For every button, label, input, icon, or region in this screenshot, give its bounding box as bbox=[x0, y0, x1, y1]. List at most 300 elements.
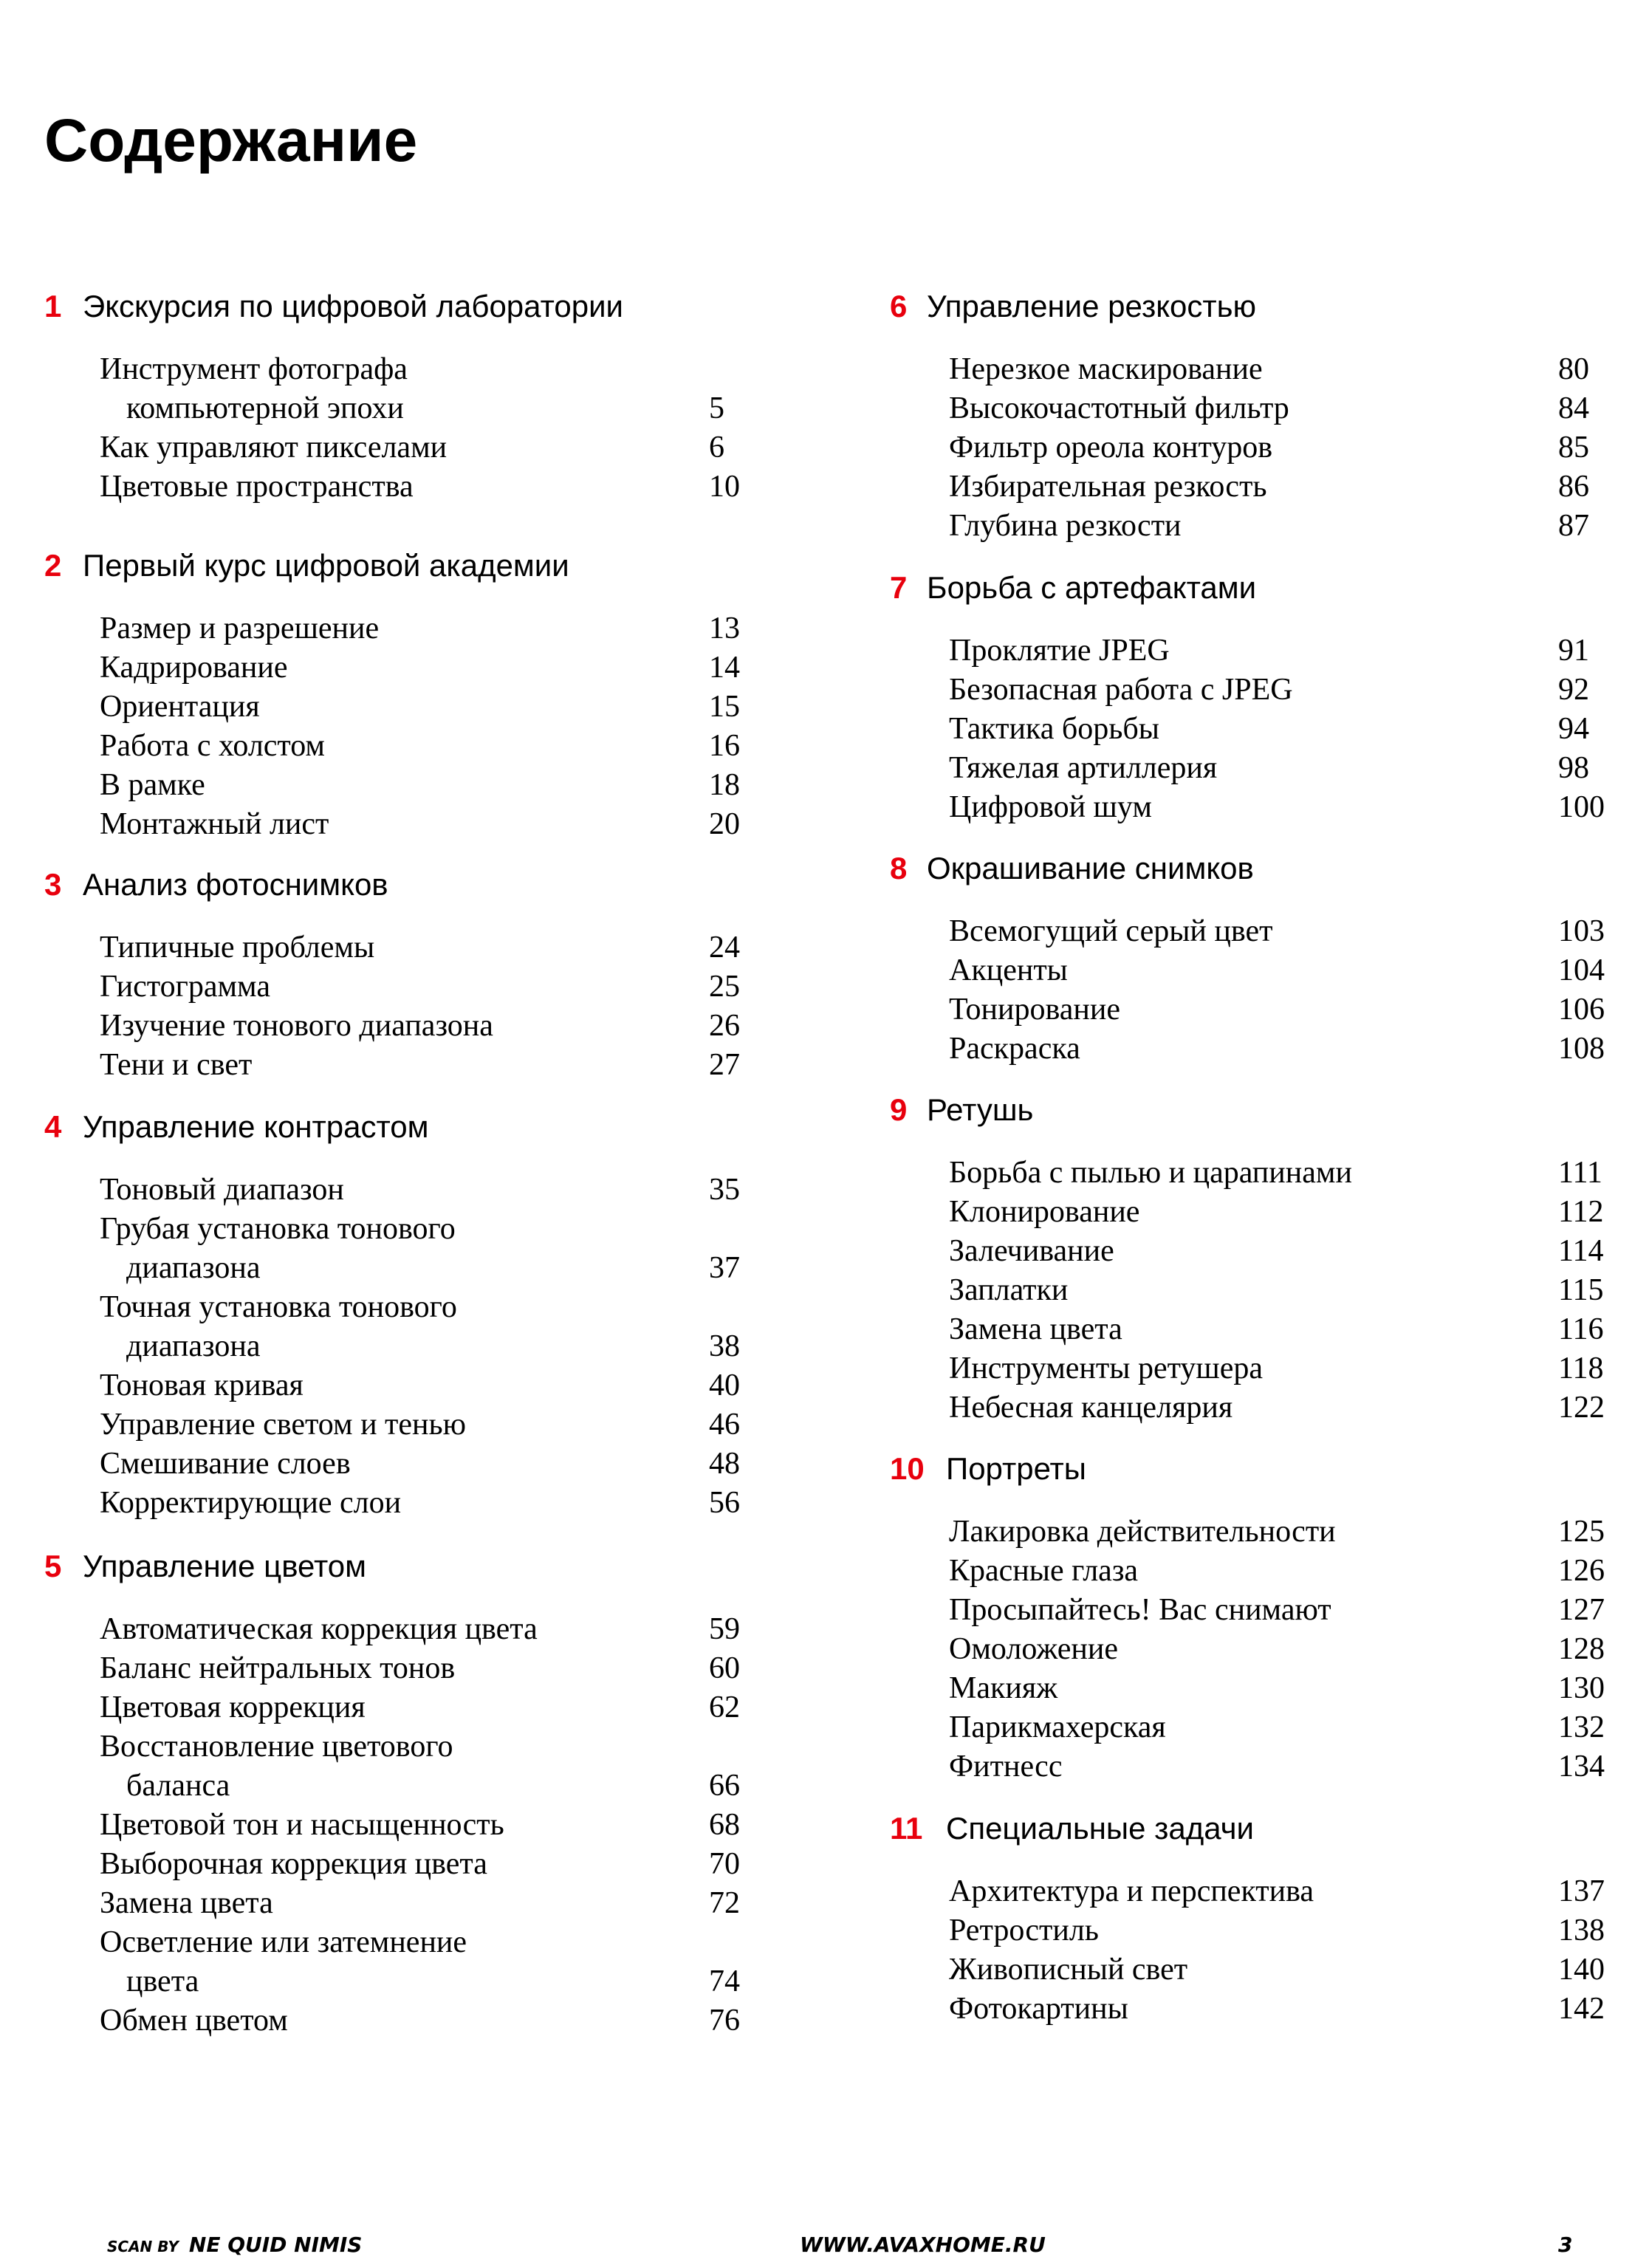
toc-entry[interactable] bbox=[100, 1484, 753, 1523]
toc-entry[interactable] bbox=[949, 671, 1599, 710]
entry-title bbox=[949, 1911, 1558, 1950]
entry-page-number: 137 bbox=[1558, 1874, 1605, 1908]
entry-title-line: Тоновый диапазон bbox=[100, 1173, 344, 1207]
entry-title bbox=[100, 609, 709, 648]
entry-title bbox=[100, 428, 709, 467]
entry-page-number: 126 bbox=[1558, 1554, 1605, 1588]
entry-title bbox=[100, 1484, 709, 1523]
entry-title-line: Монтажный лист bbox=[100, 807, 329, 841]
toc-entry[interactable] bbox=[949, 1349, 1604, 1388]
toc-entry[interactable] bbox=[100, 1845, 753, 1884]
entry-page-number: 25 bbox=[709, 970, 740, 1004]
chapter-entries bbox=[44, 928, 753, 1085]
entry-title bbox=[949, 1310, 1558, 1349]
entry-title bbox=[100, 1445, 709, 1484]
entry-title-line: Баланс нейтральных тонов bbox=[100, 1651, 456, 1685]
entry-title-line: Омоложение bbox=[949, 1632, 1118, 1666]
chapter-number: 10 bbox=[890, 1451, 925, 1486]
chapter-title: Первый курс цифровой академии bbox=[83, 548, 569, 583]
toc-entry[interactable] bbox=[100, 2001, 753, 2041]
entry-title bbox=[100, 805, 709, 844]
entry-title-line: Проклятие JPEG bbox=[949, 634, 1170, 668]
entry-page-number: 85 bbox=[1558, 431, 1589, 465]
toc-entry[interactable] bbox=[949, 1232, 1604, 1271]
toc-entry[interactable] bbox=[100, 967, 753, 1007]
chapter-entries bbox=[44, 350, 753, 507]
entry-title-line: Высокочастотный фильтр bbox=[949, 391, 1289, 425]
entry-title bbox=[949, 631, 1558, 671]
entry-page-number: 87 bbox=[1558, 509, 1589, 543]
toc-entry[interactable] bbox=[949, 1029, 1605, 1069]
chapter-title: Управление цветом bbox=[83, 1549, 367, 1583]
entry-title-line: Архитектура и перспектива bbox=[949, 1874, 1314, 1908]
toc-entry[interactable] bbox=[100, 1288, 753, 1366]
entry-title bbox=[949, 428, 1558, 467]
toc-entry[interactable] bbox=[100, 467, 753, 507]
chapter-entries bbox=[890, 631, 1605, 827]
chapter-heading[interactable] bbox=[44, 869, 753, 902]
toc-entry[interactable] bbox=[100, 1171, 753, 1210]
entry-title-line: Смешивание слоев bbox=[100, 1447, 351, 1481]
entry-title bbox=[100, 350, 709, 428]
chapter-title: Портреты bbox=[946, 1451, 1086, 1486]
toc-entry[interactable] bbox=[949, 350, 1599, 389]
toc-chapter-7 bbox=[890, 570, 1605, 827]
chapter-heading[interactable] bbox=[890, 291, 1599, 323]
entry-title-line: Безопасная работа с JPEG bbox=[949, 673, 1293, 707]
toc-entry[interactable] bbox=[949, 951, 1605, 990]
entry-page-number: 125 bbox=[1558, 1515, 1605, 1549]
toc-entry[interactable] bbox=[949, 1669, 1605, 1708]
entry-page-number: 116 bbox=[1558, 1312, 1604, 1346]
entry-title-line: Красные глаза bbox=[949, 1554, 1139, 1588]
chapter-heading[interactable] bbox=[44, 1551, 753, 1583]
toc-entry[interactable] bbox=[949, 1154, 1602, 1193]
toc-entry[interactable] bbox=[949, 467, 1599, 507]
toc-entry[interactable] bbox=[100, 1210, 753, 1288]
toc-entry[interactable] bbox=[100, 350, 753, 428]
entry-title-line: Лакировка действительности bbox=[949, 1515, 1336, 1549]
entry-title-line: Замена цвета bbox=[100, 1886, 273, 1920]
page-title: Содержание bbox=[44, 107, 418, 174]
entry-title-line: Раскраска bbox=[949, 1032, 1080, 1066]
toc-entry[interactable] bbox=[100, 688, 753, 727]
entry-page-number: 108 bbox=[1558, 1032, 1605, 1066]
footer-scan-credit bbox=[107, 2235, 362, 2255]
entry-title-line: Клонирование bbox=[949, 1195, 1140, 1229]
entry-title-line: Тяжелая артиллерия bbox=[949, 751, 1218, 785]
entry-title-line: Инструмент фотографа bbox=[100, 352, 408, 386]
toc-entry[interactable] bbox=[949, 1193, 1604, 1232]
entry-title bbox=[949, 389, 1558, 428]
toc-chapter-2 bbox=[44, 550, 753, 844]
entry-title bbox=[100, 1366, 709, 1405]
entry-page-number: 14 bbox=[709, 651, 740, 685]
entry-page-number: 111 bbox=[1558, 1156, 1602, 1190]
entry-title-line: Борьба с пылью и царапинами bbox=[949, 1156, 1352, 1190]
toc-left-column bbox=[44, 0, 753, 2268]
entry-page-number: 37 bbox=[709, 1251, 740, 1285]
entry-title bbox=[100, 1923, 709, 2001]
entry-title-line: Заплатки bbox=[949, 1273, 1069, 1307]
toc-entry[interactable] bbox=[949, 507, 1599, 546]
chapter-number: 3 bbox=[44, 867, 62, 902]
toc-chapter-5 bbox=[44, 1551, 753, 2041]
chapter-number: 4 bbox=[44, 1109, 62, 1144]
entry-title bbox=[949, 1552, 1558, 1591]
entry-title bbox=[949, 350, 1558, 389]
entry-page-number: 48 bbox=[709, 1447, 740, 1481]
entry-title-line: Парикмахерская bbox=[949, 1710, 1166, 1744]
entry-page-number: 130 bbox=[1558, 1671, 1605, 1705]
entry-title bbox=[949, 951, 1558, 990]
chapter-entries bbox=[890, 912, 1605, 1069]
toc-entry[interactable] bbox=[949, 1310, 1604, 1349]
entry-page-number: 35 bbox=[709, 1173, 740, 1207]
entry-title-line: Макияж bbox=[949, 1671, 1058, 1705]
entry-title bbox=[100, 688, 709, 727]
entry-title-line: Небесная канцелярия bbox=[949, 1391, 1233, 1425]
entry-page-number: 106 bbox=[1558, 993, 1605, 1027]
entry-page-number: 98 bbox=[1558, 751, 1589, 785]
chapter-number: 2 bbox=[44, 548, 62, 583]
chapter-entries bbox=[890, 1154, 1605, 1428]
toc-entry[interactable] bbox=[100, 428, 753, 467]
entry-title-line: Живописный свет bbox=[949, 1953, 1188, 1987]
chapter-entries bbox=[44, 1171, 753, 1523]
entry-page-number: 76 bbox=[709, 2004, 740, 2038]
entry-title bbox=[100, 1649, 709, 1688]
chapter-title: Управление контрастом bbox=[83, 1109, 429, 1144]
toc-entry[interactable] bbox=[100, 766, 753, 805]
entry-title-line: Работа с холстом bbox=[100, 729, 325, 763]
entry-title-line: Как управляют пикселами bbox=[100, 431, 448, 465]
entry-title bbox=[949, 1029, 1558, 1069]
chapter-title: Анализ фотоснимков bbox=[83, 867, 388, 902]
entry-title-line: Гистограмма bbox=[100, 970, 270, 1004]
entry-title bbox=[949, 1669, 1558, 1708]
entry-title bbox=[949, 749, 1558, 788]
toc-entry[interactable] bbox=[100, 1610, 753, 1649]
entry-title bbox=[949, 671, 1558, 710]
entry-title-line: Тонирование bbox=[949, 993, 1120, 1027]
toc-entry[interactable] bbox=[949, 1708, 1605, 1747]
entry-title-line: Залечивание bbox=[949, 1234, 1114, 1268]
toc-entry[interactable] bbox=[949, 389, 1599, 428]
entry-page-number: 27 bbox=[709, 1048, 740, 1082]
entry-page-number: 132 bbox=[1558, 1710, 1605, 1744]
entry-title-continuation: диапазона bbox=[126, 1329, 261, 1363]
entry-title-line: Всемогущий серый цвет bbox=[949, 914, 1273, 948]
chapter-heading[interactable] bbox=[890, 1094, 1599, 1127]
chapter-title: Борьба с артефактами bbox=[927, 570, 1257, 605]
entry-page-number: 86 bbox=[1558, 470, 1589, 504]
entry-title-line: В рамке bbox=[100, 768, 205, 802]
entry-title bbox=[100, 967, 709, 1007]
toc-chapter-3 bbox=[44, 869, 753, 1085]
chapter-number: 7 bbox=[890, 570, 908, 605]
entry-title bbox=[100, 928, 709, 967]
chapter-number: 6 bbox=[890, 289, 908, 323]
toc-entry[interactable] bbox=[100, 1688, 753, 1727]
entry-page-number: 18 bbox=[709, 768, 740, 802]
entry-title bbox=[949, 1154, 1558, 1193]
entry-title-line: Тени и свет bbox=[100, 1048, 253, 1082]
entry-title-continuation: компьютерной эпохи bbox=[126, 391, 404, 425]
entry-title bbox=[949, 467, 1558, 507]
toc-entry[interactable] bbox=[100, 648, 753, 688]
entry-title bbox=[949, 1193, 1558, 1232]
entry-title bbox=[949, 1349, 1558, 1388]
toc-entry[interactable] bbox=[100, 1046, 753, 1085]
toc-entry[interactable] bbox=[100, 1007, 753, 1046]
entry-page-number: 68 bbox=[709, 1808, 740, 1842]
entry-title bbox=[100, 648, 709, 688]
entry-title bbox=[100, 766, 709, 805]
toc-entry[interactable] bbox=[100, 1884, 753, 1923]
entry-page-number: 40 bbox=[709, 1368, 740, 1402]
entry-page-number: 112 bbox=[1558, 1195, 1604, 1229]
toc-entry[interactable] bbox=[100, 1806, 753, 1845]
chapter-heading[interactable] bbox=[44, 550, 753, 583]
entry-page-number: 118 bbox=[1558, 1351, 1604, 1385]
entry-title-line: Замена цвета bbox=[949, 1312, 1122, 1346]
toc-entry[interactable] bbox=[100, 727, 753, 766]
chapter-heading[interactable] bbox=[890, 572, 1599, 605]
entry-page-number: 72 bbox=[709, 1886, 740, 1920]
toc-entry[interactable] bbox=[949, 428, 1599, 467]
toc-entry[interactable] bbox=[100, 1405, 753, 1445]
entry-title-line: Просыпайтесь! Вас снимают bbox=[949, 1593, 1331, 1627]
entry-title bbox=[949, 1591, 1558, 1630]
entry-title bbox=[100, 1405, 709, 1445]
entry-title-line: Тоновая кривая bbox=[100, 1368, 304, 1402]
chapter-title: Управление резкостью bbox=[927, 289, 1257, 323]
toc-chapter-6 bbox=[890, 291, 1599, 546]
toc-entry[interactable] bbox=[949, 1911, 1605, 1950]
chapter-number: 1 bbox=[44, 289, 62, 323]
entry-title-line: Корректирующие слои bbox=[100, 1486, 402, 1520]
entry-page-number: 134 bbox=[1558, 1750, 1605, 1784]
toc-chapter-9 bbox=[890, 1092, 1605, 1428]
entry-page-number: 13 bbox=[709, 611, 740, 645]
entry-title-line: Автоматическая коррекция цвета bbox=[100, 1612, 538, 1646]
entry-title-continuation: баланса bbox=[126, 1769, 230, 1803]
entry-title bbox=[100, 1610, 709, 1649]
entry-title-line: Обмен цветом bbox=[100, 2004, 288, 2038]
toc-entry[interactable] bbox=[100, 1366, 753, 1405]
entry-title bbox=[949, 1708, 1558, 1747]
entry-page-number: 84 bbox=[1558, 391, 1589, 425]
toc-entry[interactable] bbox=[949, 1950, 1605, 1990]
entry-title-line: Грубая установка тонового bbox=[100, 1212, 456, 1246]
toc-chapter-8 bbox=[890, 851, 1605, 1069]
entry-title-line: Управление светом и тенью bbox=[100, 1408, 467, 1442]
entry-title bbox=[100, 1688, 709, 1727]
toc-entry[interactable] bbox=[949, 1872, 1605, 1911]
entry-page-number: 127 bbox=[1558, 1593, 1605, 1627]
toc-entry[interactable] bbox=[949, 631, 1599, 671]
toc-entry[interactable] bbox=[100, 609, 753, 648]
entry-page-number: 66 bbox=[709, 1769, 740, 1803]
entry-page-number: 5 bbox=[709, 391, 724, 425]
entry-page-number: 115 bbox=[1558, 1273, 1604, 1307]
entry-title-line: Размер и разрешение bbox=[100, 611, 380, 645]
toc-entry[interactable] bbox=[949, 1630, 1605, 1669]
entry-page-number: 128 bbox=[1558, 1632, 1605, 1666]
toc-entry[interactable] bbox=[949, 912, 1605, 951]
chapter-number: 8 bbox=[890, 851, 908, 885]
entry-page-number: 38 bbox=[709, 1329, 740, 1363]
entry-title bbox=[100, 1884, 709, 1923]
entry-page-number: 60 bbox=[709, 1651, 740, 1685]
entry-title-line: Избирательная резкость bbox=[949, 470, 1267, 504]
entry-page-number: 122 bbox=[1558, 1391, 1605, 1425]
toc-entry[interactable] bbox=[949, 749, 1599, 788]
entry-title-line: Инструменты ретушера bbox=[949, 1351, 1264, 1385]
entry-title bbox=[100, 1288, 709, 1366]
entry-page-number: 140 bbox=[1558, 1953, 1605, 1987]
entry-title bbox=[100, 1806, 709, 1845]
entry-title bbox=[949, 1950, 1558, 1990]
entry-page-number: 56 bbox=[709, 1486, 740, 1520]
chapter-number: 11 bbox=[890, 1811, 923, 1846]
footer-site-link[interactable]: WWW.AVAXHOME.RU bbox=[800, 2233, 1046, 2257]
toc-entry[interactable] bbox=[949, 1591, 1605, 1630]
entry-title bbox=[949, 1747, 1558, 1786]
entry-title-line: Точная установка тонового bbox=[100, 1290, 457, 1324]
entry-page-number: 92 bbox=[1558, 673, 1589, 707]
entry-title-line: Цветовые пространства bbox=[100, 470, 414, 504]
entry-page-number: 80 bbox=[1558, 352, 1589, 386]
entry-page-number: 10 bbox=[709, 470, 740, 504]
entry-title-line: Осветление или затемнение bbox=[100, 1925, 467, 1959]
entry-title bbox=[100, 1046, 709, 1085]
toc-chapter-10 bbox=[890, 1451, 1605, 1786]
entry-title bbox=[949, 710, 1558, 749]
toc-chapter-11 bbox=[890, 1811, 1605, 2029]
toc-entry[interactable] bbox=[949, 990, 1605, 1029]
entry-title-line: Ретростиль bbox=[949, 1914, 1099, 1947]
entry-title-line: Цветовой тон и насыщенность bbox=[100, 1808, 504, 1842]
entry-title bbox=[949, 507, 1558, 546]
entry-page-number: 74 bbox=[709, 1964, 740, 1998]
entry-title bbox=[949, 1512, 1558, 1552]
entry-page-number: 46 bbox=[709, 1408, 740, 1442]
chapter-title: Окрашивание снимков bbox=[927, 851, 1254, 885]
toc-entry[interactable] bbox=[100, 805, 753, 844]
entry-title-line: Тактика борьбы bbox=[949, 712, 1159, 746]
entry-title-line: Ориентация bbox=[100, 690, 260, 724]
toc-entry[interactable] bbox=[949, 1990, 1605, 2029]
toc-entry[interactable] bbox=[100, 1727, 753, 1806]
toc-entry[interactable] bbox=[949, 1271, 1604, 1310]
toc-entry[interactable] bbox=[100, 1923, 753, 2001]
entry-page-number: 59 bbox=[709, 1612, 740, 1646]
entry-title bbox=[100, 467, 709, 507]
entry-page-number: 20 bbox=[709, 807, 740, 841]
entry-title bbox=[949, 1630, 1558, 1669]
entry-page-number: 91 bbox=[1558, 634, 1589, 668]
entry-title-line: Выборочная коррекция цвета bbox=[100, 1847, 487, 1881]
entry-title-line: Кадрирование bbox=[100, 651, 288, 685]
entry-title bbox=[100, 1007, 709, 1046]
entry-title-line: Цифровой шум bbox=[949, 790, 1152, 824]
entry-page-number: 16 bbox=[709, 729, 740, 763]
entry-title bbox=[100, 727, 709, 766]
toc-entry[interactable] bbox=[100, 1649, 753, 1688]
chapter-entries bbox=[44, 1610, 753, 2041]
chapter-title: Ретушь bbox=[927, 1092, 1034, 1127]
chapter-title: Специальные задачи bbox=[946, 1811, 1255, 1846]
footer-scan-label: SCAN BY bbox=[107, 2238, 179, 2255]
entry-page-number: 104 bbox=[1558, 953, 1605, 987]
toc-entry[interactable] bbox=[949, 710, 1599, 749]
chapter-number: 5 bbox=[44, 1549, 62, 1583]
entry-page-number: 114 bbox=[1558, 1234, 1604, 1268]
entry-title-line: Акценты bbox=[949, 953, 1068, 987]
entry-title bbox=[100, 1171, 709, 1210]
entry-page-number: 15 bbox=[709, 690, 740, 724]
entry-title bbox=[100, 1210, 709, 1288]
chapter-heading[interactable] bbox=[44, 1111, 753, 1144]
entry-title bbox=[100, 1727, 709, 1806]
entry-title-line: Фильтр ореола контуров bbox=[949, 431, 1273, 465]
entry-page-number: 6 bbox=[709, 431, 724, 465]
chapter-heading[interactable] bbox=[890, 853, 1599, 885]
chapter-heading[interactable] bbox=[44, 291, 753, 323]
entry-title-continuation: цвета bbox=[126, 1964, 199, 1998]
entry-page-number: 94 bbox=[1558, 712, 1589, 746]
entry-title bbox=[100, 1845, 709, 1884]
chapter-number: 9 bbox=[890, 1092, 908, 1127]
toc-entry[interactable] bbox=[949, 1512, 1605, 1552]
entry-page-number: 24 bbox=[709, 931, 740, 965]
entry-page-number: 26 bbox=[709, 1009, 740, 1043]
toc-entry[interactable] bbox=[949, 788, 1605, 827]
toc-entry[interactable] bbox=[100, 1445, 753, 1484]
entry-title bbox=[949, 1232, 1558, 1271]
footer-scanner-name: NE QUID NIMIS bbox=[188, 2233, 363, 2257]
entry-title-line: Восстановление цветового bbox=[100, 1730, 453, 1764]
toc-right-column bbox=[890, 0, 1605, 2268]
entry-title-line: Изучение тонового диапазона bbox=[100, 1009, 493, 1043]
chapter-entries bbox=[890, 1872, 1605, 2029]
chapter-heading[interactable] bbox=[890, 1453, 1599, 1486]
toc-entry[interactable] bbox=[949, 1552, 1605, 1591]
entry-title bbox=[949, 990, 1558, 1029]
toc-entry[interactable] bbox=[100, 928, 753, 967]
toc-chapter-1 bbox=[44, 291, 753, 507]
chapter-heading[interactable] bbox=[890, 1813, 1599, 1846]
entry-title bbox=[949, 1388, 1558, 1428]
entry-page-number: 70 bbox=[709, 1847, 740, 1881]
chapter-entries bbox=[44, 609, 753, 844]
entry-title bbox=[949, 1990, 1558, 2029]
entry-title-line: Фитнесс bbox=[949, 1750, 1063, 1784]
toc-entry[interactable] bbox=[949, 1388, 1605, 1428]
entry-title-continuation: диапазона bbox=[126, 1251, 261, 1285]
toc-entry[interactable] bbox=[949, 1747, 1605, 1786]
entry-title-line: Глубина резкости bbox=[949, 509, 1182, 543]
chapter-entries bbox=[890, 350, 1599, 546]
entry-title-line: Нерезкое маскирование bbox=[949, 352, 1263, 386]
entry-page-number: 62 bbox=[709, 1690, 740, 1724]
chapter-title: Экскурсия по цифровой лаборатории bbox=[83, 289, 624, 323]
toc-chapter-4 bbox=[44, 1111, 753, 1523]
entry-page-number: 138 bbox=[1558, 1914, 1605, 1947]
chapter-entries bbox=[890, 1512, 1605, 1786]
